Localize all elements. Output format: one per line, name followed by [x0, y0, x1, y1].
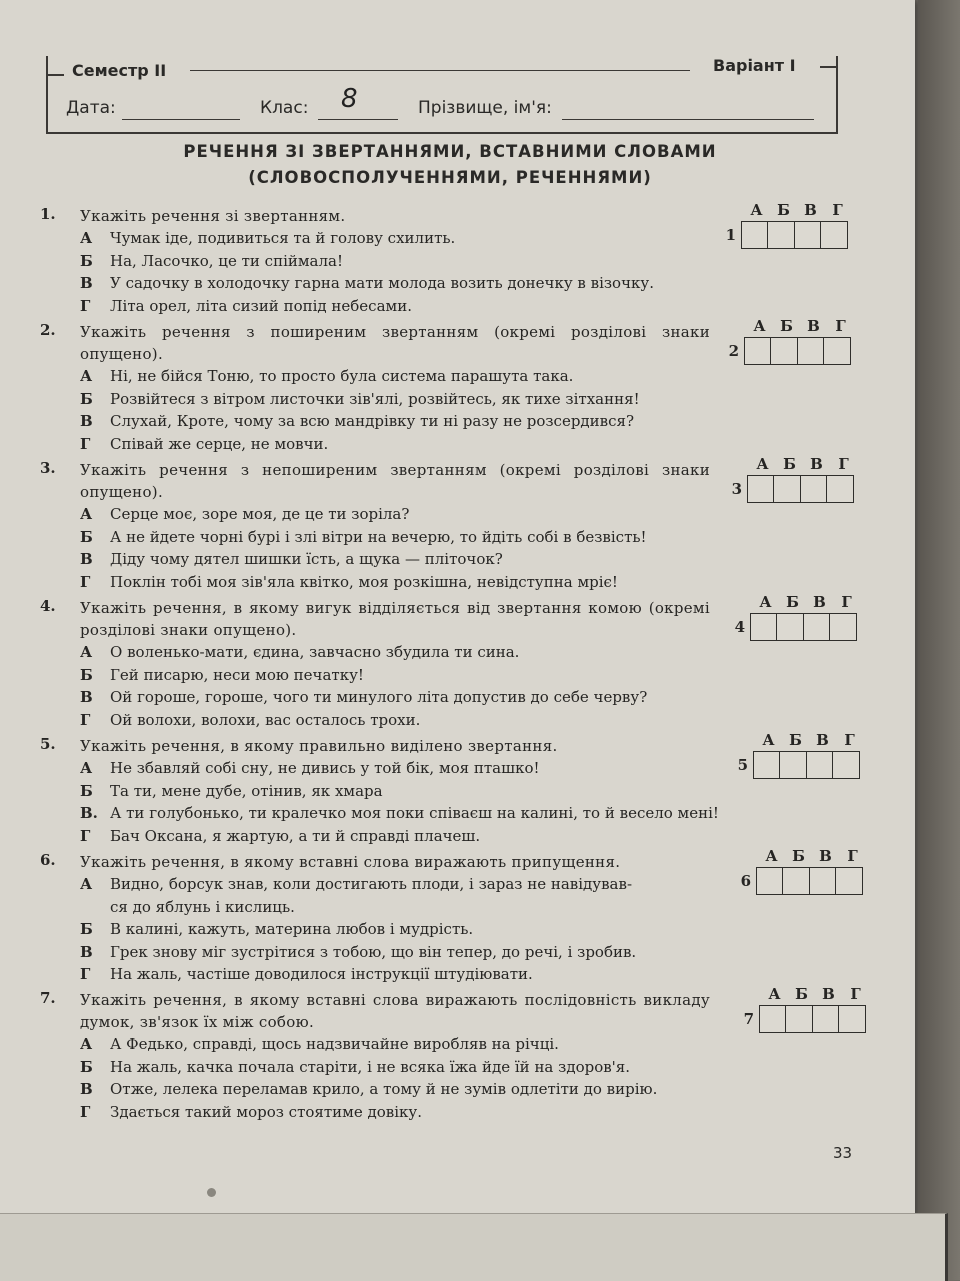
answer-option: [80, 1078, 710, 1101]
header-corner-line: [48, 74, 64, 76]
answer-letter-header: Г: [835, 317, 846, 335]
answer-grid: [711, 317, 851, 367]
title-line-2: (СЛОВОСПОЛУЧЕННЯМИ, РЕЧЕННЯМИ): [248, 168, 652, 187]
answer-box[interactable]: [773, 475, 801, 503]
answer-box[interactable]: [803, 613, 831, 641]
option-text: На жаль, частіше доводилося інструкції штудіювати.: [110, 965, 533, 983]
answer-option: [80, 250, 710, 273]
answer-box[interactable]: [750, 613, 778, 641]
option-letter: Б: [80, 1057, 93, 1076]
answer-letter-header: А: [753, 317, 766, 335]
answer-box[interactable]: [794, 221, 822, 249]
answer-grid-number: 3: [731, 480, 742, 498]
answer-boxes: [748, 475, 854, 503]
option-text: Не збавляй собі сну, не дивись у той бік, моя пташко!: [110, 759, 540, 777]
answer-option: [80, 641, 710, 664]
option-letter: В: [80, 274, 93, 292]
option-text: Слухай, Кроте, чому за всю мандрівку ти ні разу не розсердився?: [110, 412, 635, 430]
answer-option: [80, 1101, 710, 1124]
answer-box[interactable]: [779, 751, 807, 779]
answer-box[interactable]: [797, 337, 825, 365]
header-top-rule: [190, 70, 690, 71]
answer-box[interactable]: [753, 751, 781, 779]
answer-box[interactable]: [823, 337, 851, 365]
answer-grid-number: 1: [725, 226, 736, 244]
answer-box[interactable]: [826, 475, 854, 503]
answer-letter-header: А: [759, 593, 772, 611]
answer-option: [80, 388, 710, 411]
option-text: А не йдете чорні бурі і злі вітри на вечерю, то йдіть собі в безвість!: [110, 527, 647, 546]
date-field-line[interactable]: [122, 119, 240, 120]
answer-option: [80, 873, 710, 896]
answer-boxes: [742, 221, 848, 249]
option-letter: Б: [80, 665, 93, 684]
answer-box[interactable]: [835, 867, 863, 895]
name-field-line[interactable]: [562, 119, 814, 120]
answer-letter-header: В: [816, 731, 829, 749]
header-frame: [46, 56, 838, 134]
answer-option: [80, 433, 710, 456]
answer-grid-letters: [758, 847, 868, 865]
question-block: [40, 989, 710, 1123]
header-corner-line: [820, 66, 836, 68]
answer-option: [80, 757, 719, 780]
answer-boxes: [754, 751, 860, 779]
question-number: 2.: [40, 321, 56, 339]
option-text: На жаль, качка почала старіти, і не всяка їжа йде їй на здоров'я.: [110, 1057, 631, 1076]
answer-letter-header: Б: [789, 731, 802, 749]
option-text: Чумак іде, подивиться та й голову схилить.: [110, 229, 456, 247]
option-letter: В: [80, 412, 93, 430]
option-text: Здається такий мороз стоятиме довіку.: [110, 1102, 422, 1121]
answer-box[interactable]: [800, 475, 828, 503]
answer-grid-letters: [746, 317, 856, 335]
option-letter: В.: [80, 804, 98, 822]
answer-letter-header: Б: [792, 847, 805, 865]
option-text: Бач Оксана, я жартую, а ти й справді плачеш.: [110, 826, 481, 845]
question-number: 4.: [40, 597, 56, 615]
answer-letter-header: Г: [847, 847, 858, 865]
answer-box[interactable]: [747, 475, 775, 503]
option-text: Грек знову міг зустрітися з тобою, що він тепер, до речі, і зробив.: [110, 942, 637, 961]
date-label: Дата:: [66, 98, 116, 118]
question-text: Укажіть речення, в якому вставні слова виражають послідовність викладу думок, зв'язок їх між собою.: [80, 991, 710, 1031]
answer-box[interactable]: [770, 337, 798, 365]
answer-box[interactable]: [809, 867, 837, 895]
answer-letter-header: А: [762, 731, 775, 749]
question-block: [40, 851, 710, 986]
option-text: Ой гороше, гороше, чого ти минулого літа допустив до себе черву?: [110, 688, 648, 706]
answer-grid-number: 2: [728, 342, 739, 360]
option-letter: Г: [80, 826, 91, 845]
question-block: [40, 597, 710, 731]
answer-grid: [708, 201, 848, 251]
option-text: У садочку в холодочку гарна мати молода возить донечку в візочку.: [110, 274, 654, 292]
question-text: Укажіть речення, в якому вставні слова виражають припущення.: [80, 853, 621, 871]
answer-letter-header: Г: [844, 731, 855, 749]
answer-letter-header: А: [750, 201, 763, 219]
answer-box[interactable]: [744, 337, 772, 365]
option-letter: А: [80, 759, 93, 777]
option-letter: Б: [80, 251, 93, 270]
answer-letter-header: В: [810, 455, 823, 473]
option-text: О воленько-мати, єдина, завчасно збудила ти сина.: [110, 643, 520, 661]
option-text: Співай же серце, не мовчи.: [110, 434, 329, 453]
question-text: Укажіть речення з непоширеним звертанням (окремі розділові знаки опущено).: [80, 461, 710, 501]
answer-option: [80, 503, 710, 526]
option-letter: А: [80, 1035, 93, 1053]
answer-box[interactable]: [832, 751, 860, 779]
answer-box[interactable]: [829, 613, 857, 641]
answer-boxes: [751, 613, 857, 641]
answer-grid-letters: [743, 201, 853, 219]
answer-box[interactable]: [741, 221, 769, 249]
answer-letter-header: Г: [832, 201, 843, 219]
option-text: Ой волохи, волохи, вас осталось трохи.: [110, 710, 421, 729]
answer-letter-header: В: [822, 985, 835, 1003]
option-text: Видно, борсук знав, коли достигають плоди, і зараз не навідував-: [110, 875, 633, 893]
answer-grid-number: 7: [743, 1010, 754, 1028]
answer-letter-header: А: [765, 847, 778, 865]
answer-letter-header: В: [813, 593, 826, 611]
answer-option: [80, 780, 719, 803]
answer-box[interactable]: [812, 1005, 840, 1033]
question-text: Укажіть речення, в якому правильно виділено звертання.: [80, 737, 558, 755]
table-edge: [918, 0, 960, 1280]
option-text-continuation: [80, 896, 710, 919]
answer-grid-letters: [761, 985, 871, 1003]
answer-letter-header: В: [819, 847, 832, 865]
option-text: Отже, лелека переламав крило, а тому й не зумів одлетіти до вирію.: [110, 1080, 658, 1098]
option-letter: Б: [80, 527, 93, 546]
answer-letter-header: Б: [777, 201, 790, 219]
answer-box[interactable]: [759, 1005, 787, 1033]
option-text: Гей писарю, неси мою печатку!: [110, 665, 364, 684]
title-line-1: РЕЧЕННЯ ЗІ ЗВЕРТАННЯМИ, ВСТАВНИМИ СЛОВАМИ: [183, 142, 717, 161]
answer-option: [80, 295, 710, 318]
answer-boxes: [760, 1005, 866, 1033]
answer-box[interactable]: [838, 1005, 866, 1033]
question-block: [40, 205, 710, 317]
answer-option: [80, 1033, 710, 1056]
answer-grid-number: 4: [734, 618, 745, 636]
answer-option: [80, 664, 710, 687]
answer-grid-letters: [752, 593, 862, 611]
answer-grid-letters: [749, 455, 859, 473]
question-block: [40, 459, 710, 593]
answer-box[interactable]: [756, 867, 784, 895]
answer-box[interactable]: [776, 613, 804, 641]
option-letter: Г: [80, 965, 91, 983]
option-text: На, Ласочко, це ти спіймала!: [110, 251, 343, 270]
answer-grid-number: 6: [740, 872, 751, 890]
answer-letter-header: Г: [850, 985, 861, 1003]
question-number: 6.: [40, 851, 56, 869]
answer-letter-header: В: [804, 201, 817, 219]
class-field-line[interactable]: [318, 119, 398, 120]
answer-grid: [714, 455, 854, 505]
question-block: [40, 321, 710, 455]
answer-letter-header: А: [756, 455, 769, 473]
option-text: Та ти, мене дубе, отінив, як хмара: [110, 781, 383, 800]
answer-grid: [726, 985, 866, 1035]
answer-option: [80, 918, 710, 941]
question-text: Укажіть речення з поширеним звертанням (окремі розділові знаки опущено).: [80, 323, 710, 363]
variant-label: Варіант I: [713, 56, 796, 75]
class-label: Клас:: [260, 98, 309, 118]
option-letter: Б: [80, 920, 93, 938]
answer-grid-number: 5: [737, 756, 748, 774]
option-text: Діду чому дятел шишки їсть, а щука — пліточок?: [110, 550, 503, 568]
answer-option: [80, 526, 710, 549]
option-letter: Г: [80, 710, 91, 729]
class-handwritten-value: 8: [341, 84, 358, 114]
answer-letter-header: Б: [780, 317, 793, 335]
option-text: А ти голубонько, ти кралечко моя поки співаєш на калині, то й весело мені!: [110, 804, 719, 822]
answer-letter-header: Г: [838, 455, 849, 473]
question-number: 7.: [40, 989, 56, 1007]
question-text: Укажіть речення, в якому вигук відділяється від звертання комою (окремі розділові знаки опущено).: [80, 599, 710, 639]
answer-option: [80, 825, 719, 848]
option-letter: А: [80, 643, 93, 661]
answer-box[interactable]: [806, 751, 834, 779]
answer-boxes: [745, 337, 851, 365]
paper-speck: [207, 1188, 216, 1197]
answer-grid: [717, 593, 857, 643]
option-letter: А: [80, 229, 93, 247]
answer-box[interactable]: [782, 867, 810, 895]
option-letter: Г: [80, 434, 91, 453]
option-letter: А: [80, 367, 93, 385]
option-text: В калині, кажуть, материна любов і мудрість.: [110, 920, 474, 938]
question-number: 1.: [40, 205, 56, 223]
option-letter: Г: [80, 572, 91, 591]
option-letter: В: [80, 942, 93, 961]
answer-option: [80, 272, 710, 295]
option-text: Розвійтеся з вітром листочки зів'ялі, розвійтесь, як тихе зітхання!: [110, 389, 640, 408]
answer-letter-header: Б: [786, 593, 799, 611]
answer-option: [80, 686, 710, 709]
option-letter: В: [80, 688, 93, 706]
answer-option: [80, 941, 710, 964]
answer-box[interactable]: [785, 1005, 813, 1033]
lower-sheet: [0, 1213, 948, 1281]
option-letter: Г: [80, 1102, 91, 1121]
answer-letter-header: Б: [783, 455, 796, 473]
answer-grid: [720, 731, 860, 781]
question-number: 5.: [40, 735, 56, 753]
answer-option: [80, 802, 719, 825]
answer-option: [80, 963, 710, 986]
option-text: Поклін тобі моя зів'яла квітко, моя розкішна, невідступна мріє!: [110, 572, 618, 591]
question-block: [40, 735, 719, 847]
answer-option: [80, 227, 710, 250]
answer-option: [80, 548, 710, 571]
answer-letter-header: Б: [795, 985, 808, 1003]
option-letter: Б: [80, 389, 93, 408]
option-text: ся до яблунь і кислиць.: [110, 897, 295, 916]
option-text: Серце моє, зоре моя, де це ти зоріла?: [110, 505, 410, 523]
name-label: Прізвище, ім'я:: [418, 98, 552, 118]
answer-option: [80, 571, 710, 594]
semester-label: Семестр II: [72, 61, 167, 80]
option-text: Ні, не бійся Тоню, то просто була система парашута така.: [110, 367, 574, 385]
answer-grid: [723, 847, 863, 897]
answer-option: [80, 709, 710, 732]
answer-letter-header: В: [807, 317, 820, 335]
option-letter: В: [80, 550, 93, 568]
answer-letter-header: А: [768, 985, 781, 1003]
option-letter: А: [80, 875, 93, 893]
answer-box[interactable]: [820, 221, 848, 249]
answer-option: [80, 365, 710, 388]
question-text: Укажіть речення зі звертанням.: [80, 207, 346, 225]
option-text: Літа орел, літа сизий попід небесами.: [110, 296, 412, 315]
answer-grid-letters: [755, 731, 865, 749]
option-letter: В: [80, 1080, 93, 1098]
option-text: А Федько, справді, щось надзвичайне виробляв на річці.: [110, 1035, 559, 1053]
answer-boxes: [757, 867, 863, 895]
option-letter: Б: [80, 781, 93, 800]
page-number: 33: [833, 1144, 853, 1162]
option-letter: А: [80, 505, 93, 523]
answer-letter-header: Г: [841, 593, 852, 611]
option-letter: Г: [80, 296, 91, 315]
question-number: 3.: [40, 459, 56, 477]
answer-option: [80, 1056, 710, 1079]
answer-option: [80, 410, 710, 433]
answer-box[interactable]: [767, 221, 795, 249]
